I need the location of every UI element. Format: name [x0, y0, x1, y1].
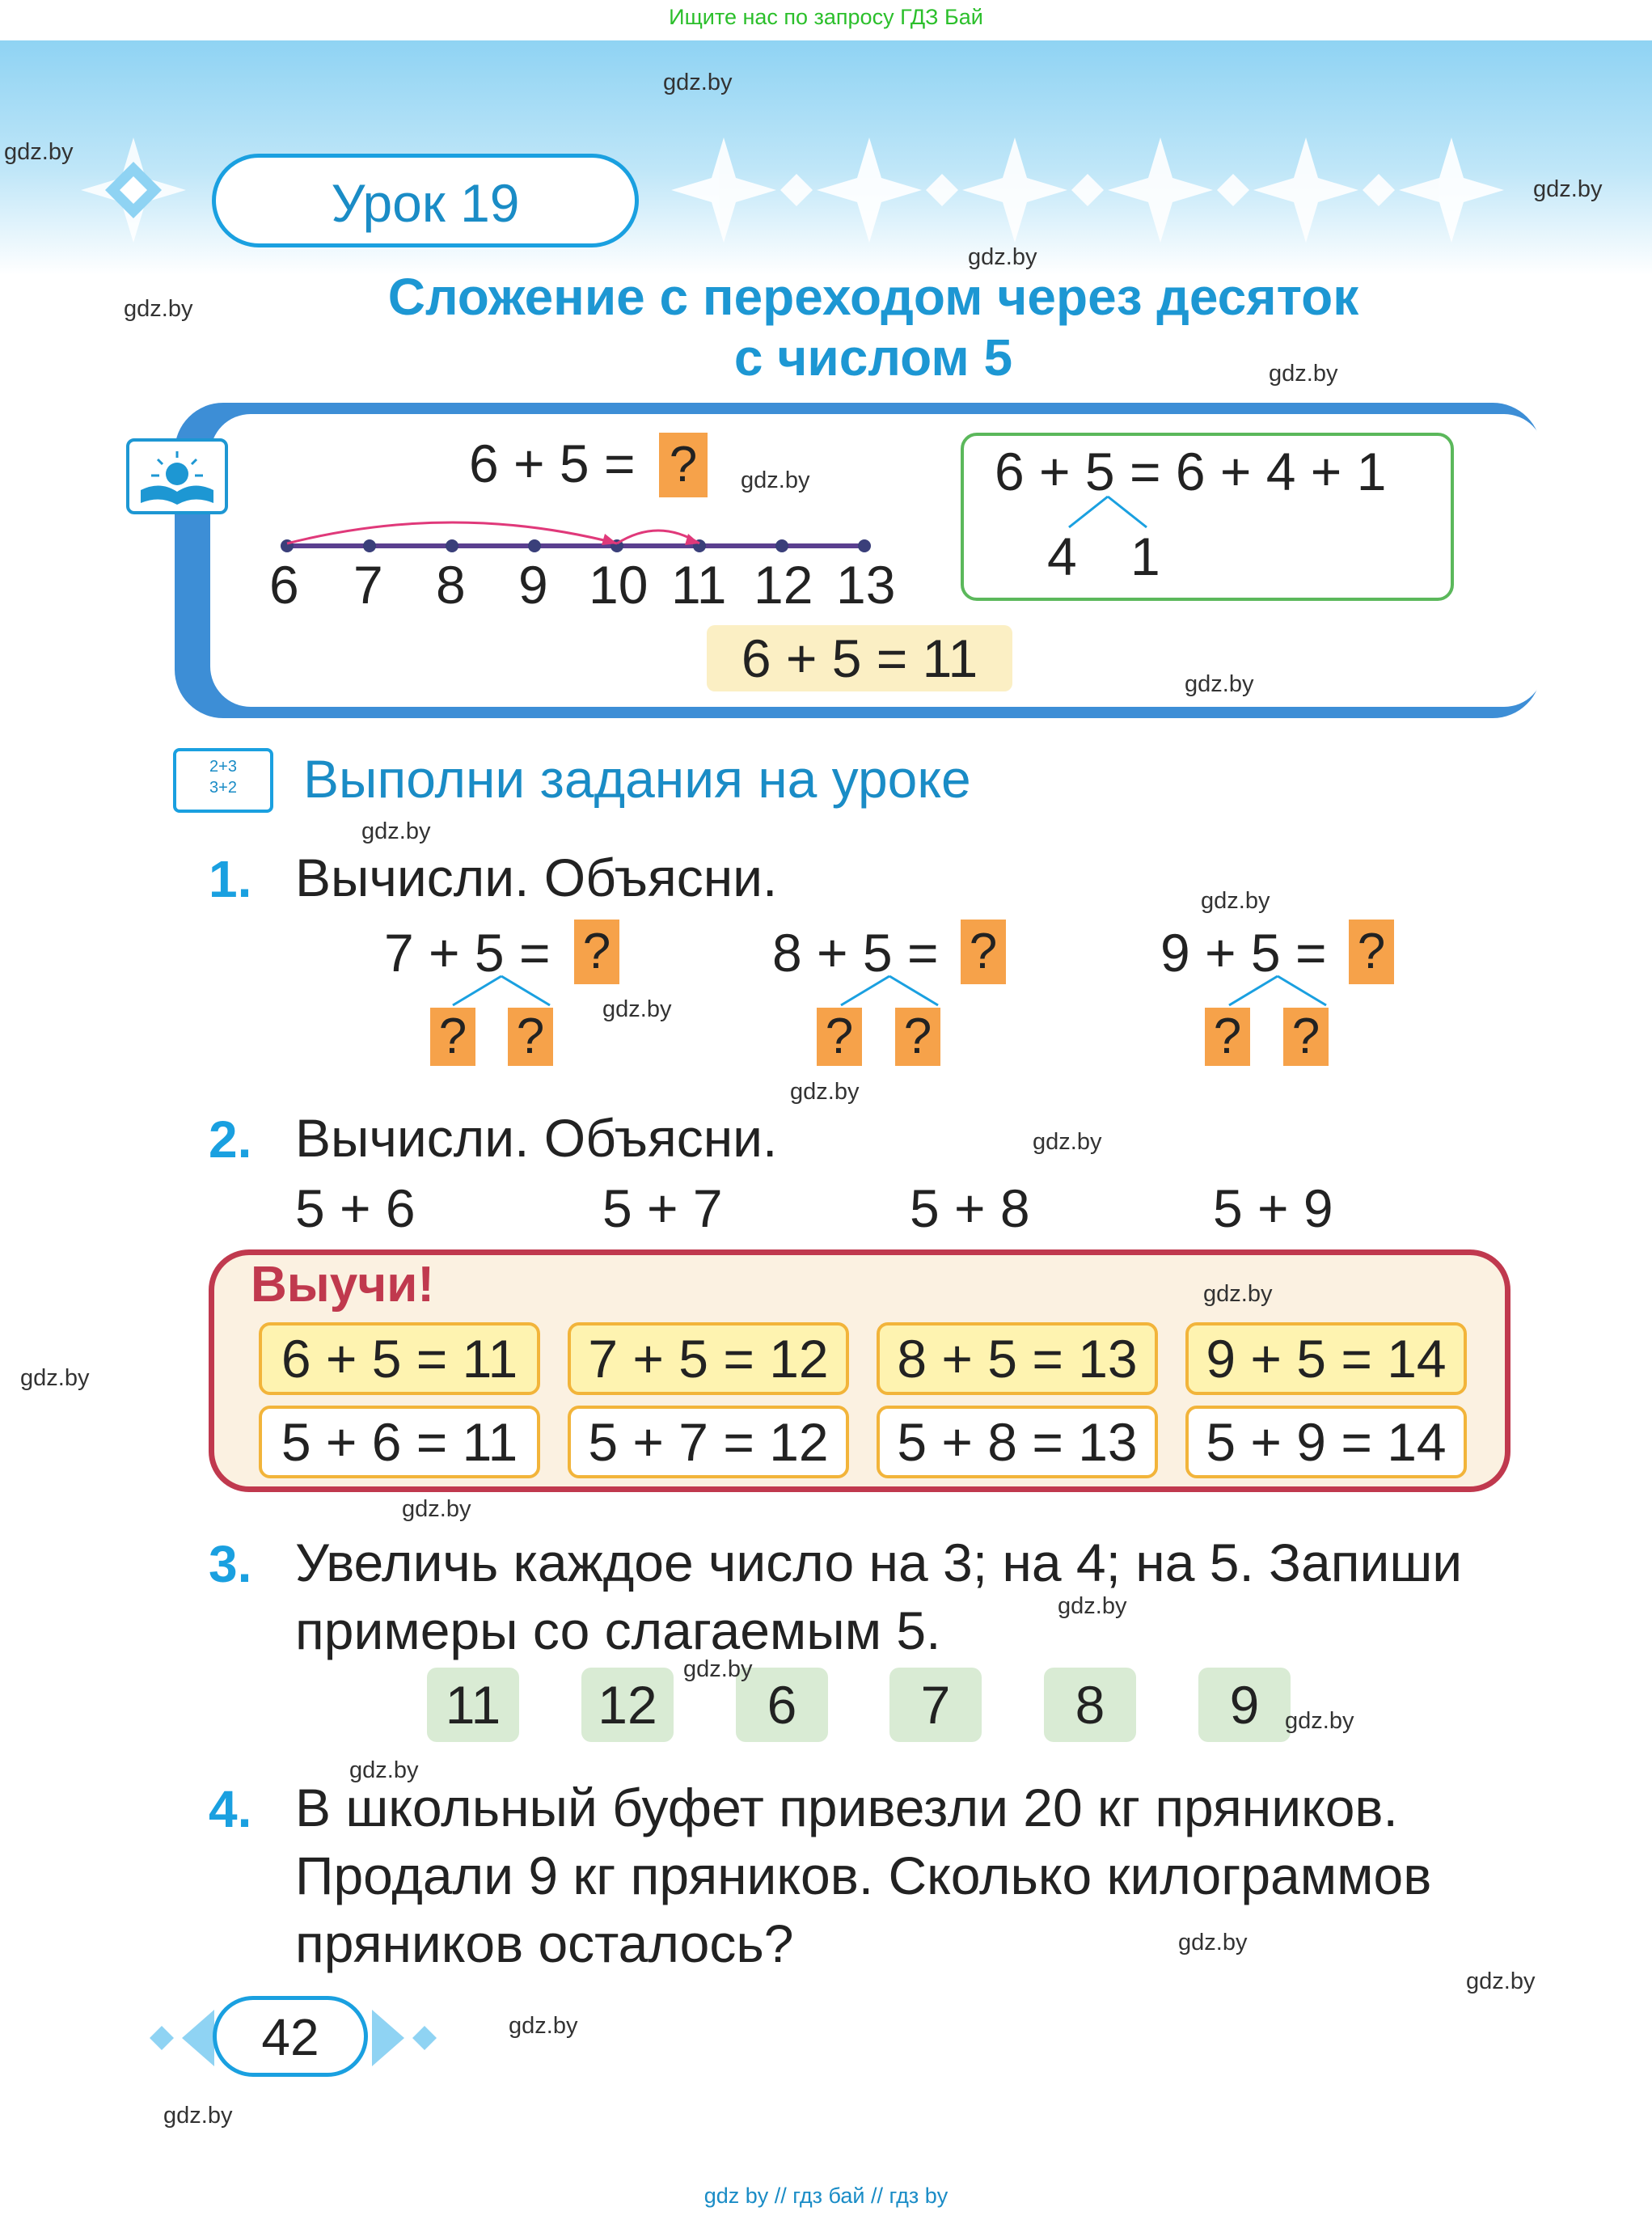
- watermark: gdz.by: [790, 1079, 860, 1105]
- watermark: gdz.by: [1203, 1281, 1273, 1307]
- answer-box: ?: [1205, 1008, 1250, 1066]
- number-card: 9: [1198, 1668, 1291, 1742]
- watermark: gdz.by: [4, 139, 74, 165]
- watermark: gdz.by: [1269, 361, 1338, 387]
- learn-title: Выучи!: [251, 1257, 434, 1313]
- number-card: 6: [736, 1668, 828, 1742]
- number-line-label: 12: [754, 555, 813, 615]
- section-title: Выполни задания на уроке: [303, 749, 971, 809]
- watermark: gdz.by: [602, 996, 672, 1022]
- decomposition-part: 4: [1047, 526, 1077, 586]
- answer-box: ?: [508, 1008, 553, 1066]
- number-line-label: 8: [436, 555, 466, 615]
- page-number: 42: [213, 1996, 368, 2077]
- decomposition-equation: 6 + 5 = 6 + 4 + 1: [995, 442, 1387, 501]
- lesson-title-line1: Сложение с переходом через десяток: [387, 268, 1359, 326]
- task2-expression: 5 + 7: [602, 1178, 723, 1238]
- decomposition-part: 1: [1130, 526, 1160, 586]
- example-equation: 6 + 5 =: [469, 433, 636, 493]
- number-card: 11: [427, 1668, 519, 1742]
- task-text: Увеличь каждое число на 3; на 4; на 5. Запиши: [295, 1533, 1463, 1592]
- watermark: gdz.by: [163, 2103, 233, 2129]
- footer-links[interactable]: gdz by // гдз бай // гдз by: [703, 2184, 949, 2208]
- answer-box: ?: [961, 920, 1006, 984]
- watermark: gdz.by: [1185, 671, 1254, 697]
- number-line: [267, 509, 898, 558]
- watermark: gdz.by: [663, 70, 733, 95]
- number-line-label: 11: [671, 555, 727, 615]
- watermark: gdz.by: [1285, 1708, 1354, 1734]
- number-line-label: 7: [353, 555, 383, 615]
- task2-expression: 5 + 8: [910, 1178, 1030, 1238]
- book-sun-icon: [126, 438, 228, 514]
- task2-expression: 5 + 6: [295, 1178, 416, 1238]
- task-number: 4.: [209, 1780, 252, 1838]
- watermark: gdz.by: [1033, 1129, 1102, 1155]
- task-text: примеры со слагаемым 5.: [295, 1600, 941, 1660]
- task2-expression: 5 + 9: [1213, 1178, 1333, 1238]
- board-icon-line: 2+3: [209, 758, 237, 776]
- answer-box: ?: [574, 920, 619, 984]
- answer-box: ?: [895, 1008, 940, 1066]
- number-card: 8: [1044, 1668, 1136, 1742]
- watermark: gdz.by: [402, 1496, 471, 1522]
- watermark: gdz.by: [20, 1365, 90, 1391]
- answer-box: ?: [817, 1008, 862, 1066]
- number-line-label: 10: [589, 555, 649, 615]
- fact-card: 5 + 9 = 14: [1185, 1406, 1467, 1478]
- task-number: 3.: [209, 1535, 252, 1593]
- watermark: gdz.by: [1201, 888, 1270, 914]
- fact-card: 5 + 6 = 11: [259, 1406, 540, 1478]
- watermark: gdz.by: [349, 1757, 419, 1783]
- snowflake-ornament-icon: [81, 137, 186, 243]
- watermark: gdz.by: [741, 467, 810, 493]
- watermark: gdz.by: [1533, 176, 1603, 202]
- fact-card: 8 + 5 = 13: [877, 1322, 1158, 1395]
- fact-card: 9 + 5 = 14: [1185, 1322, 1467, 1395]
- watermark: gdz.by: [124, 296, 193, 322]
- fact-card: 6 + 5 = 11: [259, 1322, 540, 1395]
- fact-card: 5 + 8 = 13: [877, 1406, 1158, 1478]
- task1-expression: 8 + 5 =: [772, 923, 939, 983]
- watermark: gdz.by: [1466, 1968, 1536, 1994]
- task1-expression: 7 + 5 =: [384, 923, 551, 983]
- lesson-title-line2: с числом 5: [733, 328, 1013, 387]
- watermark: gdz.by: [683, 1656, 753, 1682]
- task-text: Продали 9 кг пряников. Сколько килограммов: [295, 1846, 1432, 1905]
- split-lines: [833, 975, 946, 1007]
- task-text: Вычисли. Объясни.: [295, 1108, 778, 1168]
- task-text: В школьный буфет привезли 20 кг пряников.: [295, 1778, 1398, 1837]
- number-card: 12: [581, 1668, 674, 1742]
- watermark: gdz.by: [968, 244, 1037, 270]
- board-icon-line: 3+2: [209, 779, 237, 797]
- answer-box: ?: [430, 1008, 475, 1066]
- fact-card: 7 + 5 = 12: [568, 1322, 849, 1395]
- number-line-label: 6: [269, 555, 299, 615]
- task1-expression: 9 + 5 =: [1160, 923, 1327, 983]
- task-number: 1.: [209, 850, 252, 908]
- watermark: gdz.by: [361, 818, 431, 844]
- watermark: gdz.by: [1178, 1930, 1248, 1956]
- task-text: Вычисли. Объясни.: [295, 848, 778, 907]
- number-card: 7: [889, 1668, 982, 1742]
- number-line-label: 13: [836, 555, 896, 615]
- answer-box: ?: [1349, 920, 1394, 984]
- task-number: 2.: [209, 1110, 252, 1169]
- split-lines: [1221, 975, 1334, 1007]
- ornament-band-icon: [671, 137, 1569, 243]
- board-icon: [173, 748, 273, 813]
- example-answer: 6 + 5 = 11: [707, 625, 1012, 691]
- fact-card: 5 + 7 = 12: [568, 1406, 849, 1478]
- search-hint: Ищите нас по запросу ГДЗ Бай: [669, 5, 983, 29]
- number-line-label: 9: [518, 555, 548, 615]
- example-question-box: ?: [659, 433, 708, 497]
- task-text: пряников осталось?: [295, 1913, 794, 1973]
- split-lines: [445, 975, 558, 1007]
- lesson-badge: Урок 19: [212, 154, 639, 247]
- watermark: gdz.by: [509, 2013, 578, 2039]
- watermark: gdz.by: [1058, 1593, 1127, 1619]
- answer-box: ?: [1283, 1008, 1329, 1066]
